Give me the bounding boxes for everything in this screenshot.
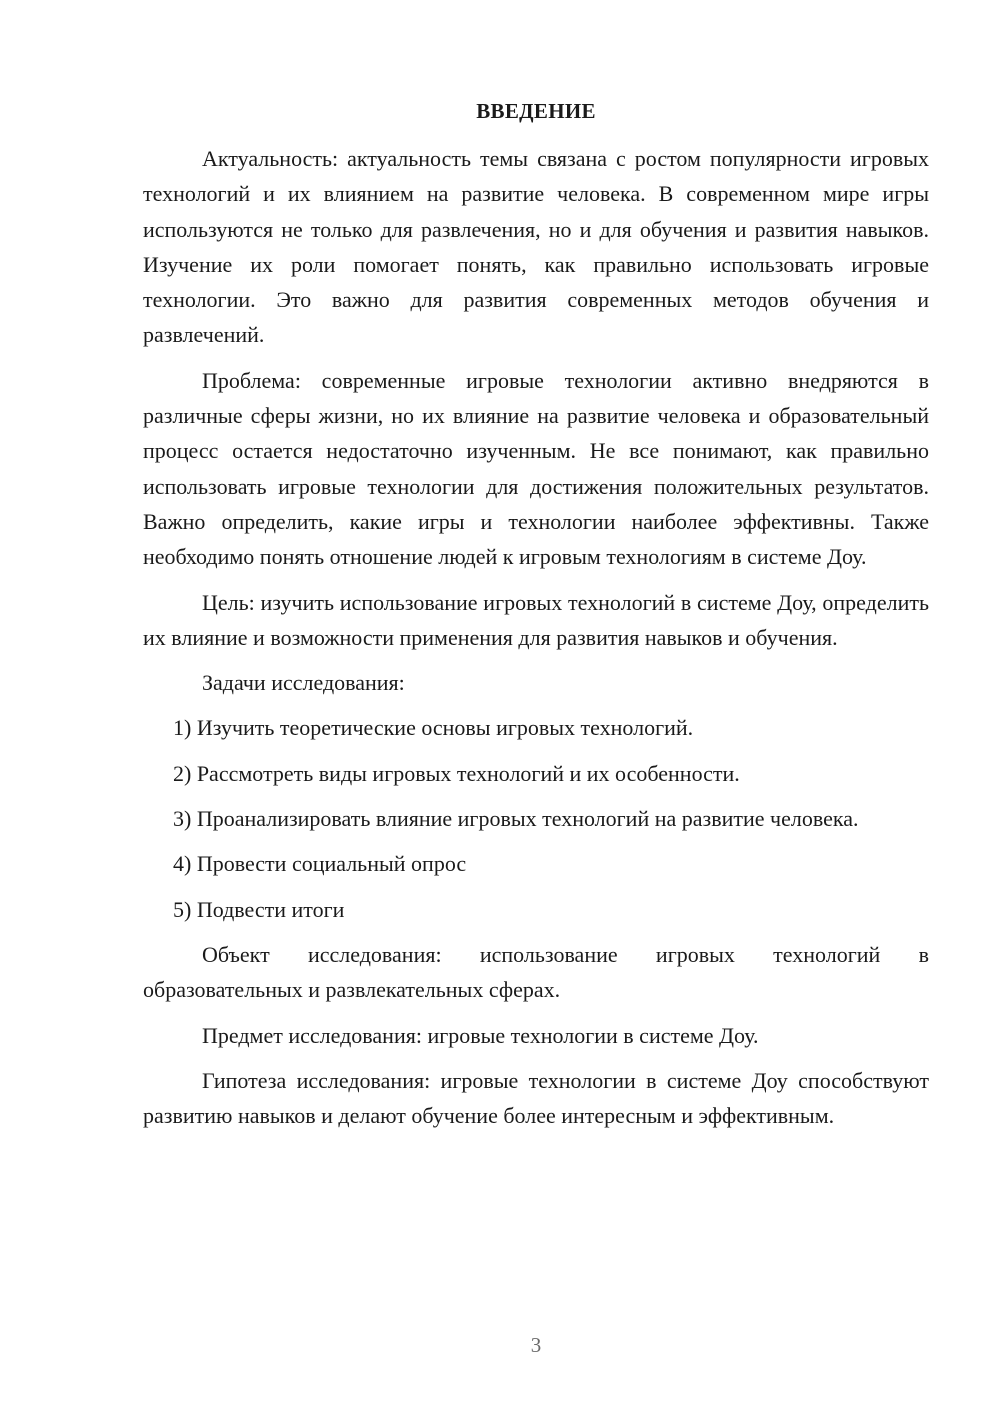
page-number: 3 <box>530 1333 542 1357</box>
paragraph-goal: Цель: изучить использование игровых технологий в системе Доу, определить их влияние и возможности применения для развития навыков и обучения. <box>143 589 929 650</box>
task-item-3: 3) Проанализировать влияние игровых технологий на развитие человека. <box>173 806 859 832</box>
paragraph-subject: Предмет исследования: игровые технологии в системе Доу. <box>202 1022 759 1048</box>
document-body <box>143 141 929 1143</box>
paragraph-hypothesis: Гипотеза исследования: игровые технологии в системе Доу способствуют развитию навыков и делают обучение более интересным и эффективным. <box>143 1067 929 1129</box>
paragraph-problem: Проблема: современные игровые технологии активно внедряются в различные сферы жизни, но их влияние на развитие человека и образовательный процесс остается недостаточно изученным. Не все понимают, как правильно использовать игровые технологии для достижения положительных результатов. Важно определить, какие игры и технологии наиболее эффективны. Также необходимо понять отношение людей к игровым технологиям в системе Доу. <box>143 367 929 570</box>
task-item-5: 5) Подвести итоги <box>173 896 345 922</box>
page-title: ВВЕДЕНИЕ <box>476 99 596 123</box>
task-item-4: 4) Провести социальный опрос <box>173 851 467 877</box>
paragraph-tasks-heading: Задачи исследования: <box>202 670 405 696</box>
task-item-1: 1) Изучить теоретические основы игровых технологий. <box>173 715 694 741</box>
paragraph-object: Объект исследования: использование игровых технологий в образовательных и развлекательных сферах. <box>143 941 929 1003</box>
paragraph-relevance: Актуальность: актуальность темы связана с ростом популярности игровых технологий и их влиянием на развитие человека. В современном мире игры используются не только для развлечения, но и для обучения и развития навыков. Изучение их роли помогает понять, как правильно использовать игровые технологии. Это важно для развития современных методов обучения и развлечений. <box>143 146 929 348</box>
task-item-2: 2) Рассмотреть виды игровых технологий и их особенности. <box>173 760 740 786</box>
